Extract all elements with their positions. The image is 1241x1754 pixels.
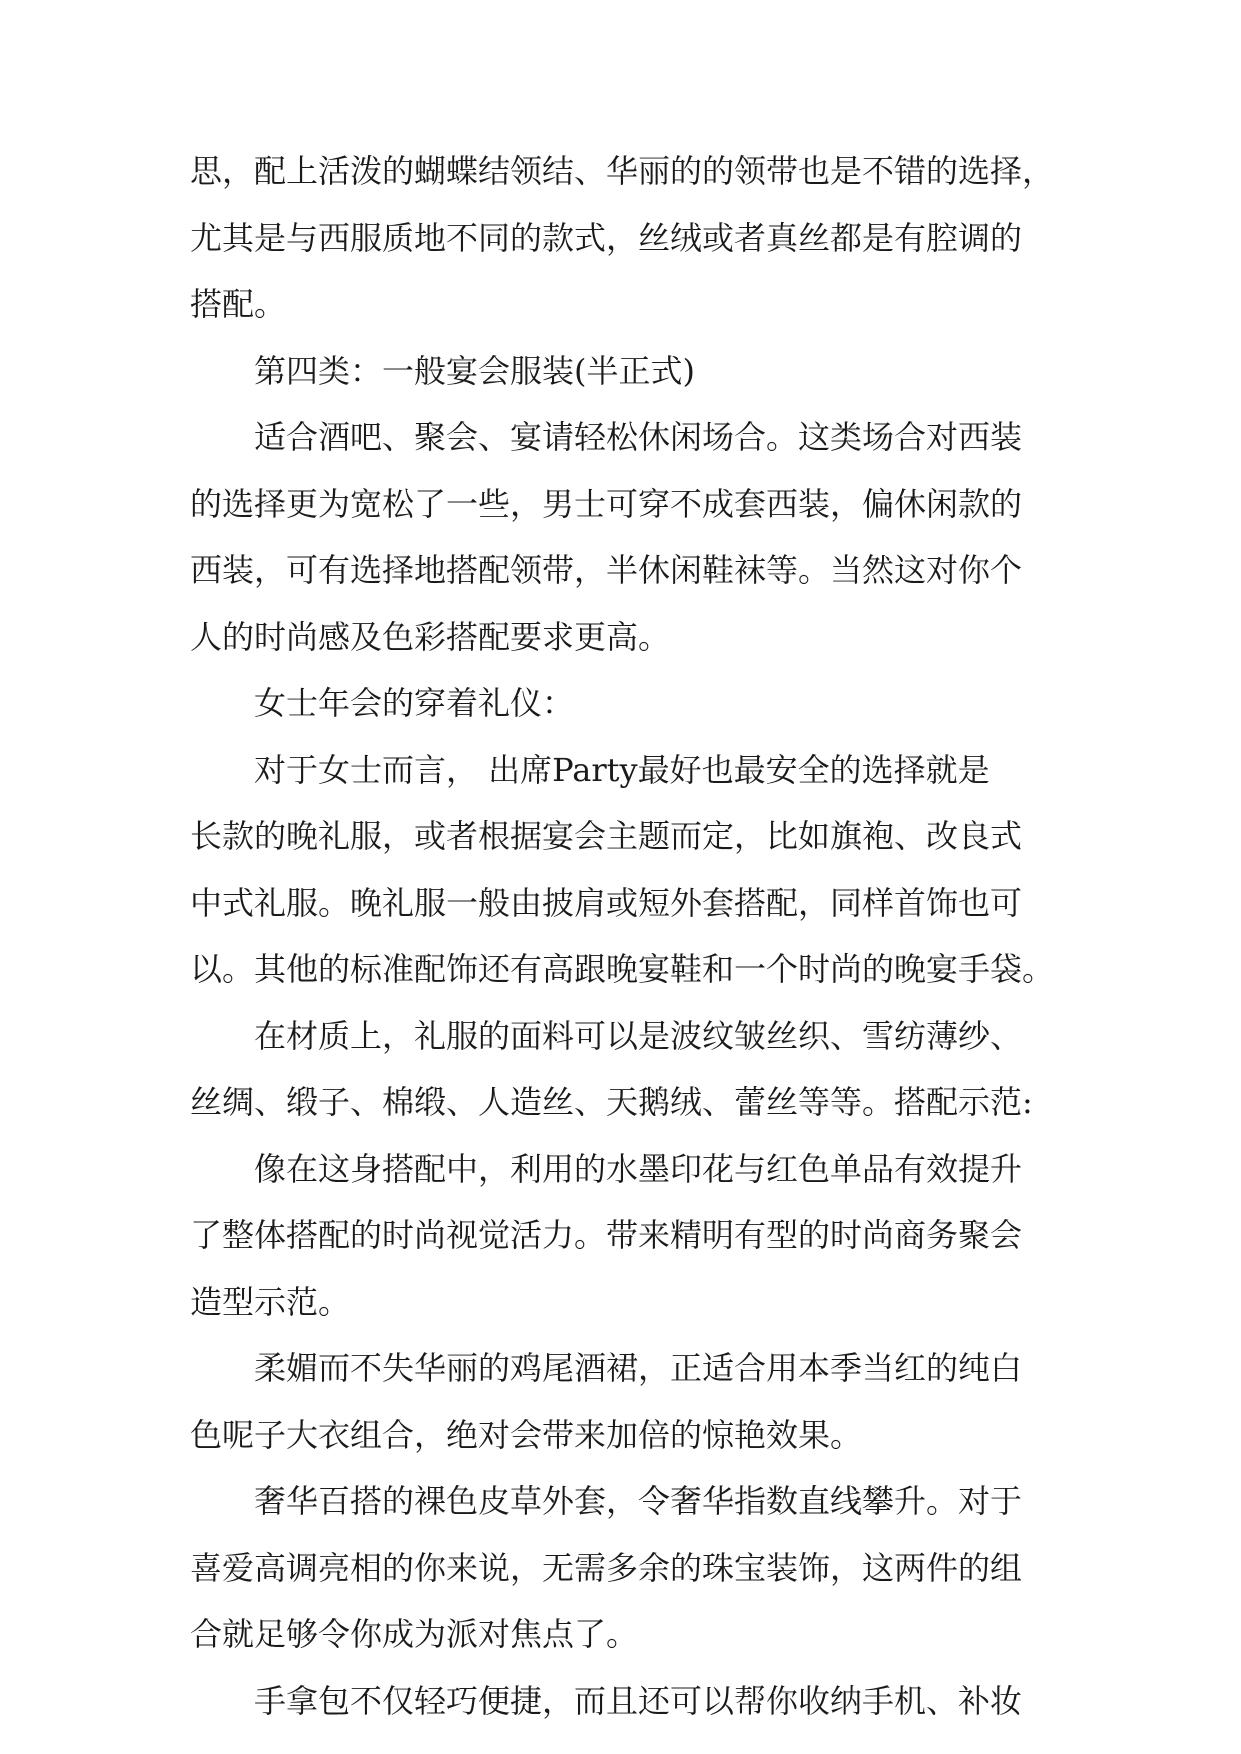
paragraph-start-line: 奢华百搭的裸色皮草外套，令奢华指数直线攀升。对于 [254, 1482, 1023, 1520]
text-line: 造型示范。 [190, 1282, 351, 1321]
text-line: 中式礼服。晚礼服一般由披肩或短外套搭配，同样首饰也可 [190, 883, 1023, 922]
paragraph-start-line: 适合酒吧、聚会、宴请轻松休闲场合。这类场合对西装 [254, 418, 1023, 456]
text-line: 长款的晚礼服，或者根据宴会主题而定，比如旗袍、改良式 [190, 817, 1023, 855]
text-line: 尤其是与西服质地不同的款式，丝绒或者真丝都是有腔调的 [190, 218, 1023, 257]
paragraph-start-line: 女士年会的穿着礼仪： [254, 684, 575, 722]
paragraph-start-line: 柔媚而不失华丽的鸡尾酒裙，正适合用本季当红的纯白 [254, 1349, 1023, 1387]
text-line: 色呢子大衣组合，绝对会带来加倍的惊艳效果。 [190, 1415, 863, 1454]
text-line: 合就足够令你成为派对焦点了。 [190, 1615, 639, 1653]
text-line: 人的时尚感及色彩搭配要求更高。 [190, 617, 671, 656]
paragraph-start-line: 像在这身搭配中，利用的水墨印花与红色单品有效提升 [254, 1149, 1023, 1188]
text-line: 的选择更为宽松了一些，男士可穿不成套西装，偏休闲款的 [190, 484, 1023, 523]
text-line: 丝绸、缎子、棉缎、人造丝、天鹅绒、蕾丝等等。搭配示范: [190, 1083, 1033, 1121]
document-body [190, 138, 1060, 1734]
text-line: 思，配上活泼的蝴蝶结领结、华丽的的领带也是不错的选择， [190, 152, 1055, 190]
paragraph-start-line: 在材质上，礼服的面料可以是波纹皱丝织、雪纺薄纱、 [254, 1016, 1023, 1055]
paragraph-start-line: 第四类：一般宴会服装(半正式) [254, 351, 695, 390]
text-line: 了整体搭配的时尚视觉活力。带来精明有型的时尚商务聚会 [190, 1216, 1023, 1254]
text-line: 喜爱高调亮相的你来说，无需多余的珠宝装饰，这两件的组 [190, 1548, 1023, 1587]
text-line: 西装，可有选择地搭配领带，半休闲鞋袜等。当然这对你个 [190, 551, 1023, 589]
text-line: 以。其他的标准配饰还有高跟晚宴鞋和一个时尚的晚宴手袋。 [190, 950, 1055, 988]
paragraph-start-line: 对于女士而言， 出席Party最好也最安全的选择就是 [254, 750, 990, 789]
text-line: 搭配。 [190, 285, 287, 323]
paragraph-start-line: 手拿包不仅轻巧便捷，而且还可以帮你收纳手机、补妆 [254, 1681, 1023, 1720]
